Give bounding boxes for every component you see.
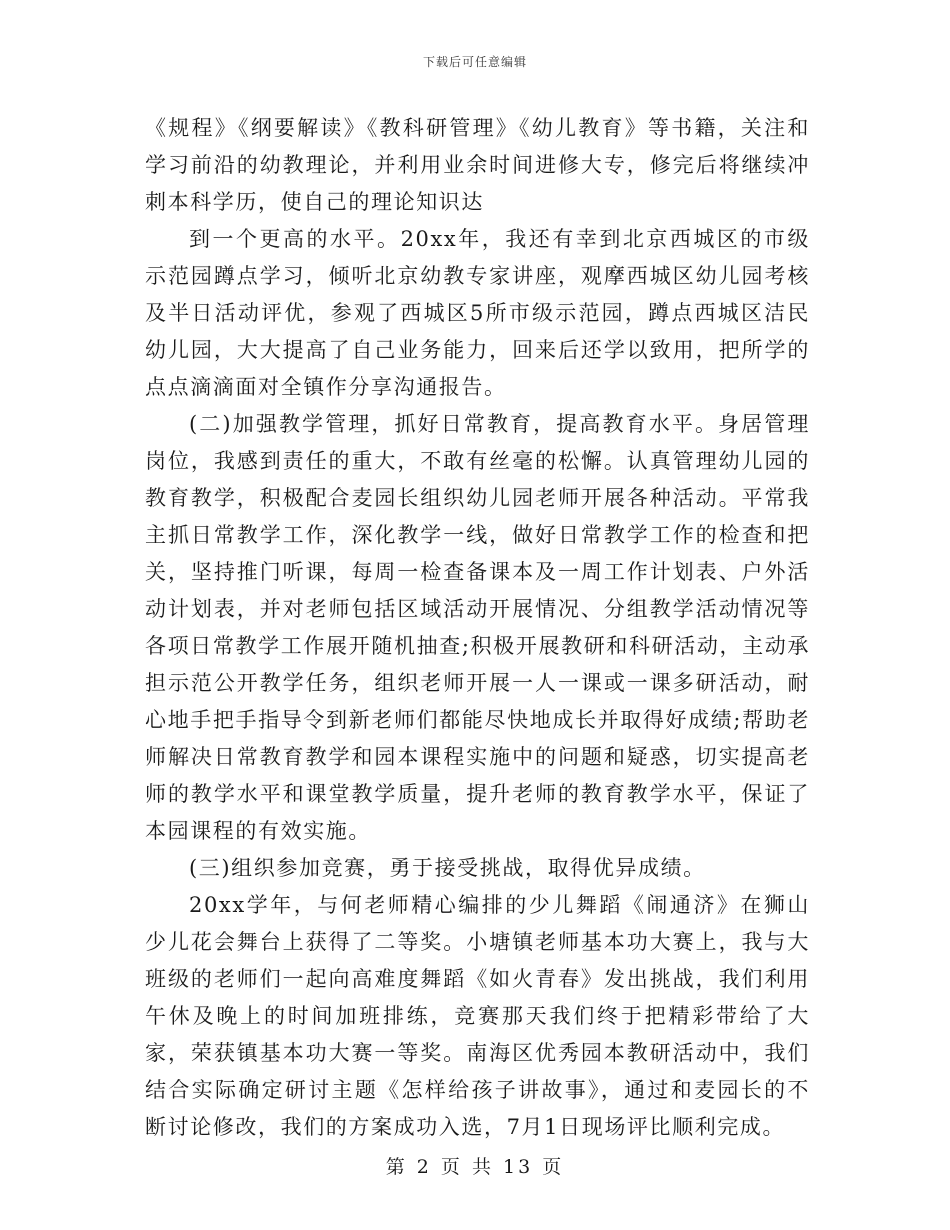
page-footer <box>0 1152 950 1179</box>
paragraph-1: 《规程》《纲要解读》《教科研管理》《幼儿教育》等书籍，关注和学习前沿的幼教理论，并利用业余时间进修大专，修完后将继续冲刺本科学历，使自己的理论知识达 <box>145 116 810 214</box>
paragraph-4: (三)组织参加竞赛，勇于接受挑战，取得优异成绩。 <box>189 856 706 880</box>
footer-page-number: 2 <box>416 1156 432 1178</box>
page-header-note: 下载后可任意编辑 <box>422 55 527 69</box>
footer-suffix: 页 <box>542 1156 565 1178</box>
paragraph-5: 20xx学年，与何老师精心编排的少儿舞蹈《闹通济》在狮山少儿花会舞台上获得了二等奖。小塘镇老师基本功大赛上，我与大班级的老师们一起向高难度舞蹈《如火青春》发出挑战，我们利用午休及晚上的时间加班排练，竞赛那天我们终于把精彩带给了大家，荣获镇基本功大赛一等奖。南海区优秀园本教研活动中，我们结合实际确定研讨主题《怎样给孩子讲故事》，通过和麦园长的不断讨论修改，我们的方案成功入选，7月1日现场评比顺利完成。 <box>145 893 810 1139</box>
paragraph-2: 到一个更高的水平。20xx年，我还有幸到北京西城区的市级示范园蹲点学习，倾听北京幼教专家讲座，观摩西城区幼儿园考核及半日活动评优，参观了西城区5所市级示范园，蹲点西城区洁民幼儿园，大大提高了自己业务能力，回来后还学以致用，把所学的点点滴滴面对全镇作分享沟通报告。 <box>145 227 810 399</box>
footer-prefix: 第 <box>385 1156 408 1178</box>
footer-total-pages: 13 <box>503 1156 534 1178</box>
document-body <box>145 110 810 1146</box>
footer-middle: 页 共 <box>440 1156 494 1178</box>
paragraph-3: (二)加强教学管理，抓好日常教育，提高教育水平。身居管理岗位，我感到责任的重大，不敢有丝毫的松懈。认真管理幼儿园的教育教学，积极配合麦园长组织幼儿园老师开展各种活动。平常我主抓日常教学工作，深化教学一线，做好日常教学工作的检查和把关，坚持推门听课，每周一检查备课本及一周工作计划表、户外活动计划表，并对老师包括区域活动开展情况、分组教学活动情况等各项日常教学工作展开随机抽查;积极开展教研和科研活动，主动承担示范公开教学任务，组织老师开展一人一课或一课多研活动，耐心地手把手指导令到新老师们都能尽快地成长并取得好成绩;帮助老师解决日常教育教学和园本课程实施中的问题和疑惑，切实提高老师的教学水平和课堂教学质量，提升老师的教育教学水平，保证了本园课程的有效实施。 <box>145 412 810 843</box>
